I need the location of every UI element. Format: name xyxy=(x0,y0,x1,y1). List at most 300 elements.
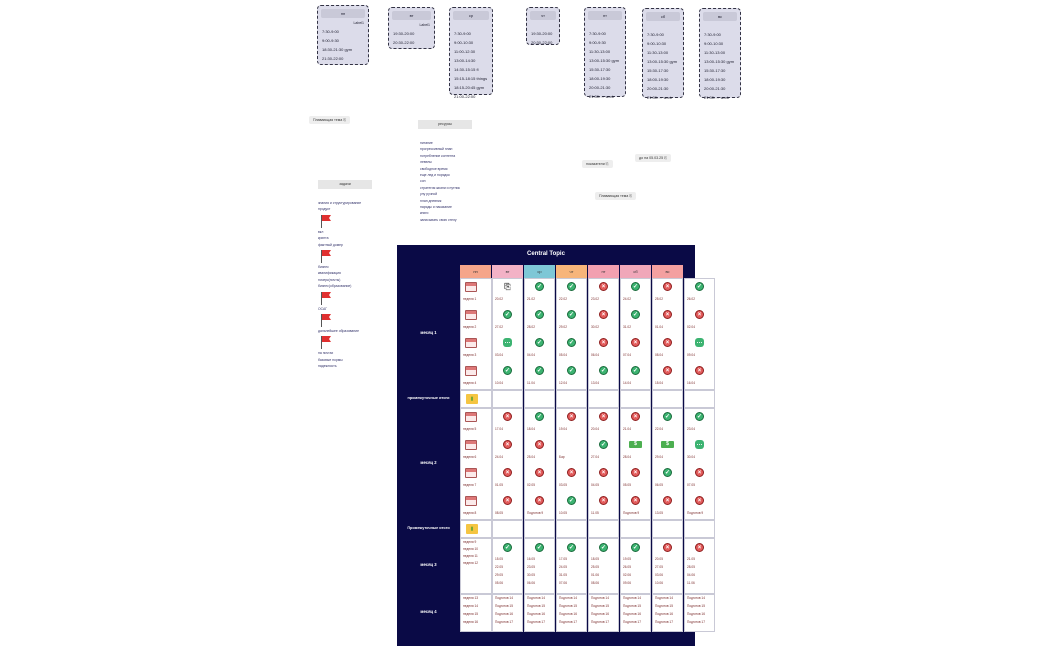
note-icon: ⎘ xyxy=(343,118,347,122)
note-label: Подготов 17 xyxy=(687,620,705,624)
task-item[interactable]: надежность xyxy=(318,364,337,369)
paperclip-icon: ⎘ xyxy=(504,282,511,291)
note-label: Подготов 16 xyxy=(623,612,641,616)
time-slot: 21:00-22:00 xyxy=(454,94,476,99)
note-label: Подготов 17 xyxy=(495,620,513,624)
flag-icon xyxy=(320,249,332,263)
cross-icon: × xyxy=(695,310,704,319)
note-label: Подготов 14 xyxy=(623,596,641,600)
date-label: 03.04 xyxy=(495,353,503,357)
cross-icon: × xyxy=(695,496,704,505)
date-label: 18.04 xyxy=(527,427,535,431)
note-icon: ⎘ xyxy=(664,156,667,160)
resource-item[interactable]: еще лед и порядок xyxy=(420,172,450,177)
day-header-cell[interactable] xyxy=(556,265,587,278)
date-label: 04.04 xyxy=(527,353,535,357)
time-slot: 21:30-… work xyxy=(704,95,729,100)
date-label: 14.04 xyxy=(623,381,631,385)
date-label: 02.04 xyxy=(687,325,695,329)
time-slot: 15:30-17:30 xyxy=(704,68,726,73)
time-slot: 7:30-9:00 xyxy=(454,31,471,36)
date-label: 26.02 xyxy=(687,297,695,301)
note-label: Подготов 15 xyxy=(687,604,705,608)
cross-icon: × xyxy=(631,412,640,421)
date-label: 22.05 xyxy=(495,565,503,569)
date-label: Бар xyxy=(559,455,565,459)
podium-icon: ▮ xyxy=(466,394,478,404)
time-slot: 20:00-21:30 xyxy=(647,86,669,91)
date-label: 13.05 xyxy=(655,511,663,515)
day-topic-wed[interactable] xyxy=(449,7,493,99)
central-topic-grid[interactable] xyxy=(397,245,705,646)
day-header-label: сб xyxy=(633,269,638,274)
date-label: 25.04 xyxy=(527,455,535,459)
time-slot: 7:30-9:00 xyxy=(704,32,721,37)
time-slot: 9:00-10:30 xyxy=(454,40,474,45)
date-label: 02.05 xyxy=(527,483,535,487)
date-label: 09.06 xyxy=(623,581,631,585)
interim-day-cell[interactable] xyxy=(652,390,683,408)
date-label: 21.04 xyxy=(623,427,631,431)
date-label: 15.05 xyxy=(495,557,503,561)
day-topic-title: вт xyxy=(392,11,431,20)
week-label[interactable]: неделя 6 xyxy=(463,455,477,459)
date-label: 20.05 xyxy=(655,557,663,561)
month-label: месяц 1 xyxy=(420,330,437,335)
tasks-header[interactable]: задачи xyxy=(318,180,372,189)
date-label: 06.06 xyxy=(527,581,535,585)
date-label: 23.05 xyxy=(527,565,535,569)
time-slot: 18:15-20:45 gym xyxy=(454,85,485,90)
week-label[interactable]: неделя 16 xyxy=(463,620,479,624)
time-slot: 11:30-13:00 xyxy=(647,50,669,55)
date-label: 21.02 xyxy=(527,297,535,301)
check-icon: ✓ xyxy=(600,368,607,374)
date-label: 24.04 xyxy=(495,455,503,459)
date-label: 04.06 xyxy=(687,573,695,577)
interim-day-cell[interactable] xyxy=(588,390,619,408)
day-topic-tue[interactable] xyxy=(388,7,435,49)
time-slot: 18:00-19:30 xyxy=(704,77,726,82)
interim-day-cell[interactable] xyxy=(556,520,587,538)
cross-icon: × xyxy=(695,366,704,375)
date-label: 02.06 xyxy=(623,573,631,577)
week-label[interactable]: неделя 5 xyxy=(463,427,477,431)
note-label: Подготов 15 xyxy=(655,604,673,608)
date-label: 11.05 xyxy=(591,511,599,515)
resource-item[interactable]: свободное время xyxy=(420,166,448,171)
check-icon: ✓ xyxy=(568,340,575,346)
date-label: Подготов 9 xyxy=(527,511,544,515)
date-label: 05.06 xyxy=(495,581,503,585)
day-header-label: пт xyxy=(601,269,606,274)
date-label: 18.05 xyxy=(591,557,599,561)
central-topic-title: Central Topic xyxy=(527,251,565,257)
note-label: Подготов 15 xyxy=(623,604,641,608)
date-label: 30.05 xyxy=(527,573,535,577)
task-item[interactable]: крипта xyxy=(318,236,329,241)
interim-day-cell[interactable] xyxy=(524,520,555,538)
note-label: Подготов 15 xyxy=(495,604,513,608)
date-label: 22.04 xyxy=(655,427,663,431)
day-topic-fri[interactable] xyxy=(584,7,626,97)
task-item[interactable]: почерк(почты) xyxy=(318,277,341,282)
note-label: Подготов 15 xyxy=(559,604,577,608)
date-label: 05.05 xyxy=(623,483,631,487)
interim-day-cell[interactable] xyxy=(684,520,715,538)
time-slot: 13:00-14:30 xyxy=(454,58,476,63)
time-slot: 20:00-21:30 xyxy=(589,85,611,90)
week-label[interactable]: неделя 12 xyxy=(463,561,479,565)
time-slot: 20:30-22:00 xyxy=(531,40,553,45)
day-topic-sat[interactable] xyxy=(642,8,684,98)
task-item[interactable]: квалификация xyxy=(318,271,341,276)
date-label: 07.06 xyxy=(559,581,567,585)
cross-icon: × xyxy=(631,338,640,347)
note-label: Подготов 16 xyxy=(527,612,545,616)
time-slot: 11:30-13:00 xyxy=(589,49,611,54)
check-icon: ✓ xyxy=(568,284,575,290)
date-label: 06.04 xyxy=(591,353,599,357)
day-topic-thu[interactable] xyxy=(526,7,560,45)
date-range-label: до на 05.03.25 xyxy=(639,156,664,160)
date-label: 30.02 xyxy=(591,325,599,329)
check-icon: ✓ xyxy=(504,545,511,551)
note-label: Подготов 16 xyxy=(495,612,513,616)
note-label: Подготов 16 xyxy=(559,612,577,616)
date-label: 25.02 xyxy=(655,297,663,301)
interim-day-cell[interactable] xyxy=(652,520,683,538)
date-label: 11.04 xyxy=(527,381,535,385)
week-label[interactable]: неделя 11 xyxy=(463,554,478,558)
week-label[interactable]: неделя 2 xyxy=(463,325,477,329)
interim-day-cell[interactable] xyxy=(556,390,587,408)
tasks-list xyxy=(318,200,361,369)
day-topic-mon[interactable] xyxy=(317,5,369,65)
cross-icon: × xyxy=(535,496,544,505)
note-label: Подготов 16 xyxy=(591,612,609,616)
note-label: Подготов 17 xyxy=(527,620,545,624)
day-header-label: ср xyxy=(537,269,542,274)
cross-icon: × xyxy=(663,282,672,291)
date-label: 13.04 xyxy=(591,381,599,385)
time-slot: 9:00-10:30 xyxy=(704,41,724,46)
check-icon: ✓ xyxy=(568,545,575,551)
day-header-cell[interactable] xyxy=(588,265,619,278)
check-icon: ✓ xyxy=(696,284,703,290)
date-label: 31.05 xyxy=(559,573,567,577)
resource-item[interactable]: потребление контента xyxy=(420,153,456,158)
podium-icon: ▮ xyxy=(466,524,478,534)
date-label: 24.02 xyxy=(623,297,631,301)
flag-icon xyxy=(320,335,332,349)
time-slot: 18:30-21:30 gym xyxy=(322,47,353,52)
week-label[interactable]: неделя 3 xyxy=(463,353,477,357)
chat-icon: … xyxy=(696,441,703,447)
note-label: Подготов 14 xyxy=(655,596,673,600)
cross-icon: × xyxy=(631,468,640,477)
cross-icon: × xyxy=(663,496,672,505)
day-header-cell[interactable] xyxy=(620,265,651,278)
interim-day-cell[interactable] xyxy=(620,390,651,408)
resource-item[interactable]: наряды и наказание xyxy=(420,204,452,209)
calendar-icon xyxy=(465,338,477,348)
time-slot: 15:30-17:30 xyxy=(589,67,611,72)
date-label: 07.05 xyxy=(687,483,695,487)
check-icon: ✓ xyxy=(536,414,543,420)
check-icon: ✓ xyxy=(568,312,575,318)
check-icon: ✓ xyxy=(632,312,639,318)
task-item[interactable]: продукт xyxy=(318,207,331,212)
note-label: Подготов 17 xyxy=(623,620,641,624)
time-slot: 19:30-20:00 xyxy=(531,31,553,36)
date-label: 17.05 xyxy=(559,557,567,561)
floating-topic-left[interactable] xyxy=(309,116,350,124)
check-icon: ✓ xyxy=(632,545,639,551)
note-label: Подготов 15 xyxy=(527,604,545,608)
interim-day-cell[interactable] xyxy=(492,520,523,538)
date-label: 08.05 xyxy=(495,511,503,515)
month-label: месяц 2 xyxy=(420,460,437,465)
date-label: 28.05 xyxy=(687,565,695,569)
week-label[interactable]: неделя 1 xyxy=(463,297,477,301)
day-topic-title: пт xyxy=(588,11,622,20)
task-item[interactable]: вкл xyxy=(318,229,324,234)
check-icon: ✓ xyxy=(504,312,511,318)
time-slot: 9:00-9:30 xyxy=(322,38,339,43)
week-label[interactable]: неделя 15 xyxy=(463,612,479,616)
check-icon: ✓ xyxy=(696,414,703,420)
day-topic-label: Label1 xyxy=(419,23,430,27)
resource-item[interactable]: книги xyxy=(420,211,429,216)
month-label: месяц 3 xyxy=(420,562,437,567)
note-label: Подготов 14 xyxy=(687,596,705,600)
check-icon: ✓ xyxy=(632,368,639,374)
date-label: 10.05 xyxy=(559,511,567,515)
date-label: 16.05 xyxy=(527,557,535,561)
cross-icon: × xyxy=(663,338,672,347)
time-slot: 18:00-19:30 xyxy=(647,77,669,82)
date-label: 19.05 xyxy=(623,557,631,561)
time-slot: 13:00-15:30 gym xyxy=(647,59,678,64)
week-label[interactable]: неделя 14 xyxy=(463,604,479,608)
cross-icon: × xyxy=(599,412,608,421)
task-item[interactable]: бизнес xyxy=(318,264,329,269)
note-label: Подготов 15 xyxy=(591,604,609,608)
time-slot: 11:00-12:30 xyxy=(454,49,476,54)
note-label: Подготов 17 xyxy=(559,620,577,624)
note-label: Подготов 16 xyxy=(655,612,673,616)
date-label: 03.06 xyxy=(655,573,663,577)
time-slot: 20:00-21:30 xyxy=(704,86,726,91)
interim-day-cell[interactable] xyxy=(684,390,715,408)
date-label: 29.05 xyxy=(495,573,503,577)
date-label: 27.04 xyxy=(591,455,599,459)
date-label: Подготов 9 xyxy=(687,511,704,515)
time-slot: 20:30-22:00 xyxy=(393,40,415,45)
date-label: 21.05 xyxy=(687,557,695,561)
date-label: 29.04 xyxy=(655,455,663,459)
day-header-cell[interactable] xyxy=(524,265,555,278)
date-label: 17.04 xyxy=(495,427,503,431)
date-label: 29.02 xyxy=(559,325,567,329)
date-label: 12.04 xyxy=(559,381,567,385)
day-header-cell[interactable] xyxy=(460,265,491,278)
indicator-pill[interactable] xyxy=(582,160,613,168)
time-slot: 11:30-13:00 xyxy=(704,50,726,55)
interim-day-cell[interactable] xyxy=(492,390,523,408)
floating-topic-mid[interactable] xyxy=(595,192,636,200)
cross-icon: × xyxy=(599,310,608,319)
check-icon: ✓ xyxy=(600,545,607,551)
resources-header[interactable]: ресурсы xyxy=(418,120,472,129)
note-label: Подготов 16 xyxy=(687,612,705,616)
resources-list xyxy=(420,140,460,223)
week-label[interactable]: неделя 13 xyxy=(463,596,479,600)
check-icon: ✓ xyxy=(664,470,671,476)
cross-icon: × xyxy=(535,440,544,449)
week-label[interactable]: неделя 4 xyxy=(463,381,477,385)
day-header-cell[interactable] xyxy=(652,265,683,278)
task-item[interactable]: бизнес(образование) xyxy=(318,284,352,289)
resource-item[interactable]: прогрессивный план xyxy=(420,147,453,152)
flag-icon xyxy=(320,214,332,228)
cross-icon: × xyxy=(695,468,704,477)
day-header-cell[interactable] xyxy=(492,265,523,278)
time-slot: 19:30-20:00 xyxy=(393,31,415,36)
note-label: Подготов 17 xyxy=(591,620,609,624)
resource-item[interactable]: записывать свою стелу xyxy=(420,217,457,222)
check-icon: ✓ xyxy=(632,284,639,290)
interim-day-cell[interactable] xyxy=(620,520,651,538)
interim-day-cell[interactable] xyxy=(524,390,555,408)
date-label: 06.05 xyxy=(655,483,663,487)
chat-icon: … xyxy=(504,339,511,345)
cross-icon: × xyxy=(599,468,608,477)
note-label: Подготов 14 xyxy=(495,596,513,600)
week-label[interactable]: неделя 7 xyxy=(463,483,477,487)
date-label: 07.04 xyxy=(623,353,631,357)
date-label: 26.05 xyxy=(623,565,631,569)
resource-item[interactable]: сон xyxy=(420,179,426,184)
check-icon: ✓ xyxy=(664,414,671,420)
date-label: 28.02 xyxy=(527,325,535,329)
week-label[interactable]: неделя 10 xyxy=(463,547,479,551)
check-icon: ✓ xyxy=(568,498,575,504)
date-label: 01.06 xyxy=(591,573,599,577)
cross-icon: × xyxy=(503,412,512,421)
check-icon: ✓ xyxy=(568,368,575,374)
time-slot: 21:30-… work xyxy=(589,94,614,99)
date-label: 08.04 xyxy=(655,353,663,357)
chat-icon: … xyxy=(696,339,703,345)
resource-item[interactable]: питание xyxy=(420,141,433,145)
date-label: 03.05 xyxy=(559,483,567,487)
date-label: 16.04 xyxy=(687,381,695,385)
calendar-icon xyxy=(465,440,477,450)
task-item[interactable]: знания и структурирование xyxy=(318,201,362,205)
cross-icon: × xyxy=(599,496,608,505)
day-topic-sun[interactable] xyxy=(699,8,741,98)
date-label: 28.04 xyxy=(623,455,631,459)
time-slot: 15:15-18:15 things xyxy=(454,76,488,81)
time-slot: 7:30-9:00 xyxy=(589,31,606,36)
flag-icon xyxy=(320,291,332,305)
calendar-icon xyxy=(465,366,477,376)
cross-icon: × xyxy=(567,468,576,477)
floating-topic-label: Плавающая тема xyxy=(599,194,629,198)
date-label: 30.04 xyxy=(687,455,695,459)
date-label: 11.06 xyxy=(687,581,695,585)
interim-day-cell[interactable] xyxy=(588,520,619,538)
date-range-pill[interactable] xyxy=(635,154,671,162)
time-slot: 9:00-9:30 xyxy=(589,40,606,45)
day-topic-title: ср xyxy=(453,11,489,20)
floating-topic-label: Плавающая тема xyxy=(313,118,343,122)
time-slot: 13:00-15:30 gym xyxy=(704,59,735,64)
cross-icon: × xyxy=(599,282,608,291)
resource-item[interactable]: улу ручной xyxy=(420,192,438,197)
date-label: 01.05 xyxy=(495,483,503,487)
cross-icon: × xyxy=(663,543,672,552)
cross-icon: × xyxy=(535,468,544,477)
date-label: 10.04 xyxy=(495,381,503,385)
task-item[interactable]: дальнейшее образование xyxy=(318,328,359,333)
day-header-label: пн xyxy=(473,269,478,274)
task-item[interactable]: фактный домер xyxy=(318,242,343,247)
day-header-label: вс xyxy=(665,269,670,274)
week-label[interactable]: неделя 8 xyxy=(463,511,477,515)
task-item[interactable]: ОСАГ xyxy=(318,306,328,311)
interim-label: Промежуточные итоги xyxy=(407,526,450,530)
check-icon: ✓ xyxy=(536,284,543,290)
date-label: 09.04 xyxy=(687,353,695,357)
time-slot: 13:00-15:30 gym xyxy=(589,58,620,63)
date-label: 31.02 xyxy=(623,325,631,329)
date-label: 23.04 xyxy=(687,427,695,431)
date-label: 01.04 xyxy=(655,325,663,329)
resource-item[interactable]: стратегия жизни и путник xyxy=(420,185,460,190)
date-label: 24.05 xyxy=(559,565,567,569)
cash-icon: $ xyxy=(629,441,642,448)
time-slot: 21:30-… work xyxy=(647,95,672,100)
week-label[interactable]: неделя 9 xyxy=(463,540,477,544)
time-slot: 7:30-9:00 xyxy=(647,32,664,37)
check-icon: ✓ xyxy=(536,368,543,374)
note-icon: ⎘ xyxy=(605,162,609,166)
check-icon: ✓ xyxy=(536,545,543,551)
date-label: 23.02 xyxy=(591,297,599,301)
check-icon: ✓ xyxy=(536,312,543,318)
task-item[interactable]: на почтах xyxy=(318,351,334,356)
resource-item[interactable]: левелы xyxy=(420,160,432,165)
cross-icon: × xyxy=(695,543,704,552)
cross-icon: × xyxy=(567,412,576,421)
interim-label: промежуточные итоги xyxy=(407,396,450,400)
indicator-label: показатели xyxy=(586,162,605,166)
task-item[interactable]: базовые нормы xyxy=(318,357,343,362)
note-label: Подготов 14 xyxy=(559,596,577,600)
month-label: месяц 4 xyxy=(420,609,437,614)
calendar-icon xyxy=(465,468,477,478)
day-topic-label: Label1 xyxy=(353,21,364,25)
calendar-icon xyxy=(465,412,477,422)
day-topic-title: чт xyxy=(530,11,556,20)
day-topic-title: вс xyxy=(703,12,737,21)
resource-item[interactable]: план дневник xyxy=(420,198,442,203)
date-label: 20.04 xyxy=(591,427,599,431)
date-label: 27.02 xyxy=(495,325,503,329)
